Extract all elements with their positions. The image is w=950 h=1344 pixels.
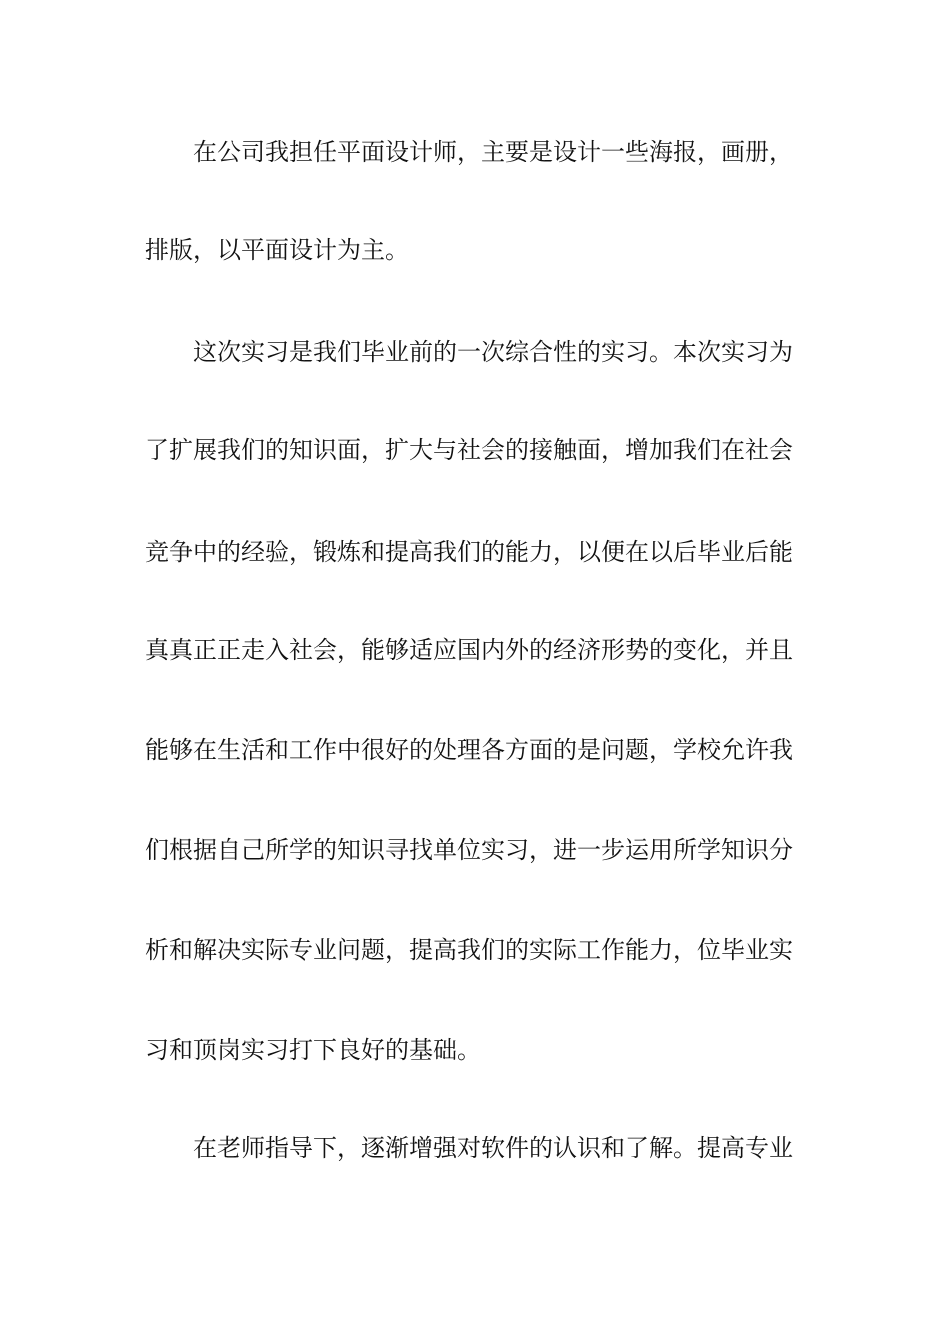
paragraph-line: 在老师指导下，逐渐增强对软件的认识和了解。提高专业 — [193, 1134, 793, 1162]
paragraph-line: 竞争中的经验，锻炼和提高我们的能力，以便在以后毕业后能 — [145, 538, 793, 566]
paragraph-line: 习和顶岗实习打下良好的基础。 — [145, 1036, 481, 1064]
paragraph-line: 们根据自己所学的知识寻找单位实习，进一步运用所学知识分 — [145, 836, 793, 864]
paragraph-line: 真真正正走入社会，能够适应国内外的经济形势的变化，并且 — [145, 636, 793, 664]
paragraph-line: 能够在生活和工作中很好的处理各方面的是问题，学校允许我 — [145, 736, 793, 764]
paragraph-line: 排版，以平面设计为主。 — [145, 236, 409, 264]
paragraph-line: 这次实习是我们毕业前的一次综合性的实习。本次实习为 — [193, 338, 793, 366]
paragraph-line: 了扩展我们的知识面，扩大与社会的接触面，增加我们在社会 — [145, 436, 793, 464]
paragraph-line: 析和解决实际专业问题，提高我们的实际工作能力，位毕业实 — [145, 936, 793, 964]
paragraph-line: 在公司我担任平面设计师，主要是设计一些海报，画册， — [193, 138, 793, 166]
